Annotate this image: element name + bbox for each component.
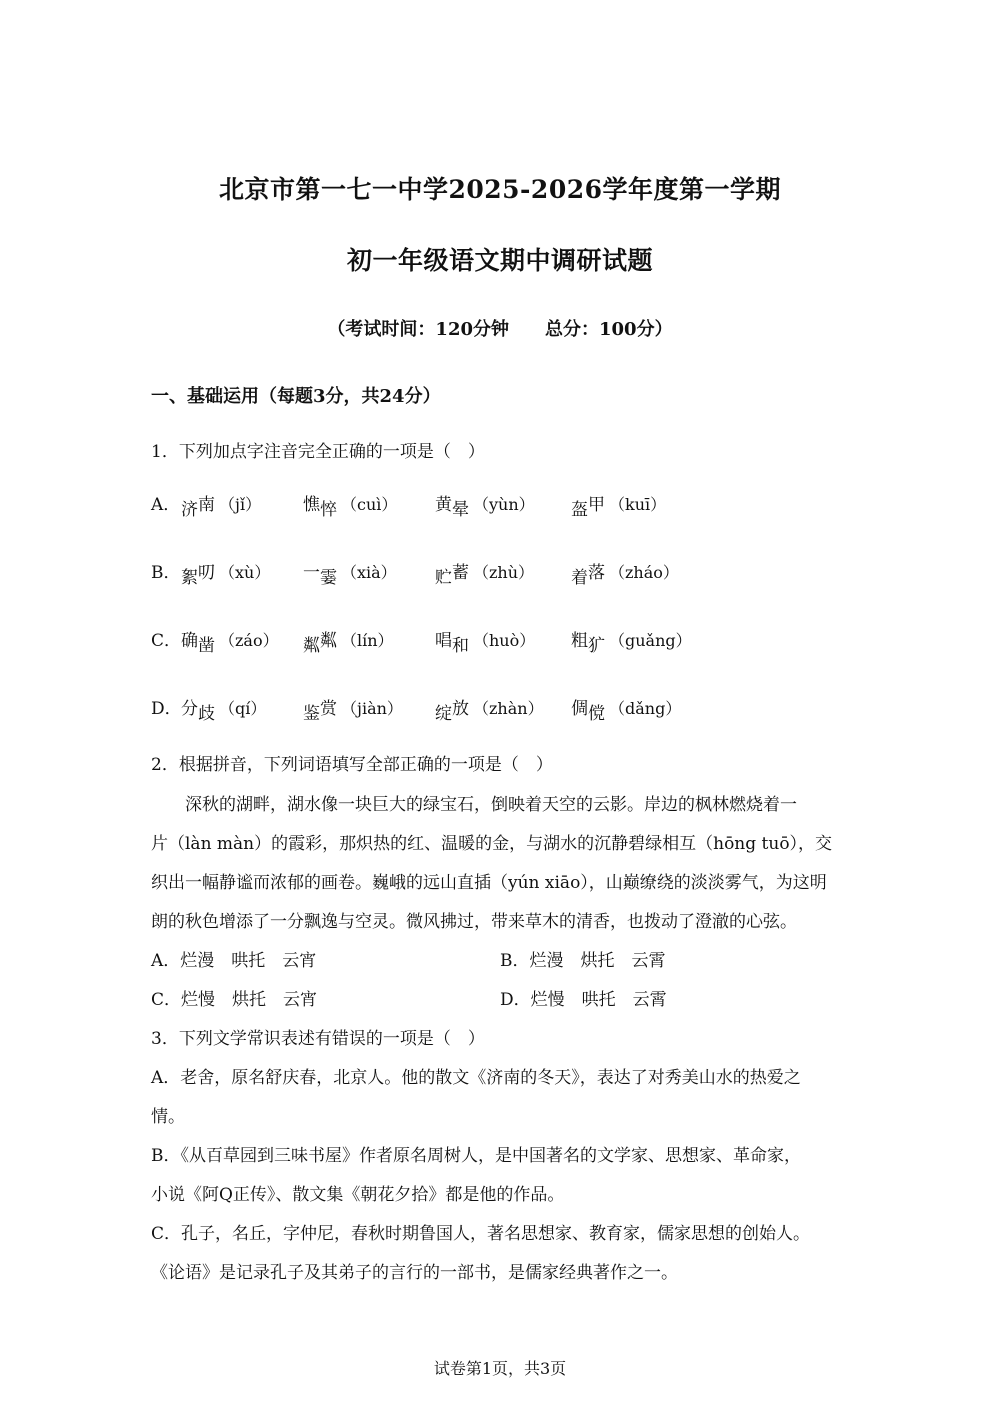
passage-line: 片（làn màn）的霞彩，那炽热的红、温暖的金，与湖水的沉静碧绿相互（hōng tuō），交 (151, 834, 833, 854)
question-3-line: 《论语》是记录孔子及其弟子的言行的一部书，是儒家经典著作之一。 (151, 1263, 678, 1283)
pinyin-item (571, 558, 679, 588)
question-3-line: 小说《阿Q正传》、散文集《朝花夕拾》都是他的作品。 (151, 1185, 565, 1205)
pinyin-item (181, 490, 262, 520)
pinyin-item (435, 490, 535, 520)
pinyin-annotation: （dǎng） (609, 699, 682, 718)
word-char: 确 (181, 631, 198, 651)
option-letter: C． (151, 631, 182, 651)
option-letter: B． (151, 563, 181, 583)
pinyin-annotation: （zhù） (473, 563, 535, 582)
dotted-char: 济 (181, 500, 198, 520)
exam-time: （考试时间：120分钟 (327, 319, 509, 340)
word-char: 粼 (320, 631, 337, 651)
dotted-char: 粼 (303, 636, 320, 656)
dotted-char: 凿 (198, 636, 215, 656)
question-3-stem: 3．下列文学常识表述有错误的一项是（ ） (151, 1029, 485, 1049)
dotted-char: 鉴 (303, 704, 320, 724)
passage-line: 织出一幅静谧而浓郁的画卷。巍峨的远山直插（yún xiāo），山巅缭绕的淡淡雾气，为这明 (151, 873, 827, 893)
pinyin-annotation: （lín） (341, 631, 394, 650)
question-2-option-a: A．烂漫 哄托 云宵 (151, 951, 317, 971)
dotted-char: 绽 (435, 704, 452, 724)
word-char: 倜 (571, 699, 588, 719)
pinyin-item (303, 490, 398, 520)
dotted-char: 犷 (588, 636, 605, 656)
pinyin-annotation: （jǐ） (219, 495, 262, 514)
pinyin-annotation: （záo） (219, 631, 279, 650)
question-1-option-row (151, 626, 851, 656)
pinyin-annotation: （xià） (341, 563, 397, 582)
pinyin-annotation: （kuī） (609, 495, 667, 514)
pinyin-annotation: （zháo） (609, 563, 679, 582)
exam-info (0, 315, 1000, 341)
page-footer: 试卷第1页，共3页 (433, 1359, 567, 1378)
pinyin-item (435, 626, 536, 656)
question-2-option-c: C．烂慢 烘托 云宵 (151, 990, 318, 1010)
dotted-char: 絮 (181, 568, 198, 588)
passage-line: 朗的秋色增添了一分飘逸与空灵。微风拂过，带来草木的清香，也拨动了澄澈的心弦。 (151, 912, 797, 932)
question-3-line: A．老舍，原名舒庆春，北京人。他的散文《济南的冬天》，表达了对秀美山水的热爱之 (151, 1068, 801, 1088)
word-char: 憔 (303, 495, 320, 515)
question-1-option-row (151, 558, 851, 588)
word-char: 落 (588, 563, 605, 583)
question-2-option-d: D．烂慢 哄托 云霄 (500, 990, 667, 1010)
dotted-char: 着 (571, 568, 588, 588)
passage-line: 深秋的湖畔，湖水像一块巨大的绿宝石，倒映着天空的云影。岸边的枫林燃烧着一 (151, 795, 797, 815)
dotted-char: 和 (452, 636, 469, 656)
word-char: 黄 (435, 495, 452, 515)
word-char: 甲 (588, 495, 605, 515)
dotted-char: 晕 (452, 500, 469, 520)
dotted-char: 歧 (198, 704, 215, 724)
pinyin-item (571, 490, 667, 520)
word-char: 分 (181, 699, 198, 719)
pinyin-item (303, 694, 403, 724)
pinyin-item (435, 558, 535, 588)
question-1-stem: 1．下列加点字注音完全正确的一项是（ ） (151, 442, 485, 462)
exam-title-line2: 初一年级语文期中调研试题 (346, 246, 653, 275)
pinyin-annotation: （huò） (473, 631, 536, 650)
pinyin-item (303, 558, 397, 588)
word-char: 叨 (198, 563, 215, 583)
total-score: 总分：100分） (545, 319, 673, 340)
pinyin-item (181, 558, 271, 588)
dotted-char: 霎 (320, 568, 337, 588)
dotted-char: 傥 (588, 704, 605, 724)
question-3-line: C．孔子，名丘，字仲尼，春秋时期鲁国人，著名思想家、教育家，儒家思想的创始人。 (151, 1224, 811, 1244)
word-char: 粗 (571, 631, 588, 651)
word-char: 蓄 (452, 563, 469, 583)
pinyin-annotation: （zhàn） (473, 699, 544, 718)
pinyin-item (571, 626, 692, 656)
section-heading: 一、基础运用（每题3分，共24分） (151, 386, 441, 407)
word-char: 放 (452, 699, 469, 719)
question-1-option-row (151, 694, 851, 724)
pinyin-item (303, 626, 394, 656)
word-char: 赏 (320, 699, 337, 719)
word-char: 南 (198, 495, 215, 515)
question-3-line: B．《从百草园到三味书屋》作者原名周树人，是中国著名的文学家、思想家、革命家， (151, 1146, 801, 1166)
option-letter: A． (151, 495, 181, 515)
word-char: 唱 (435, 631, 452, 651)
pinyin-item (435, 694, 544, 724)
question-3-line: 情。 (151, 1107, 185, 1127)
pinyin-annotation: （xù） (219, 563, 271, 582)
pinyin-item (571, 694, 682, 724)
pinyin-annotation: （qí） (219, 699, 267, 718)
pinyin-annotation: （jiàn） (341, 699, 403, 718)
exam-title-line1: 北京市第一七一中学2025-2026学年度第一学期 (218, 175, 782, 204)
pinyin-annotation: （cuì） (341, 495, 398, 514)
dotted-char: 悴 (320, 500, 337, 520)
option-letter: D． (151, 699, 182, 719)
dotted-char: 盔 (571, 500, 588, 520)
question-2-option-b: B．烂漫 烘托 云霄 (500, 951, 666, 971)
question-1-option-row (151, 490, 851, 520)
dotted-char: 贮 (435, 568, 452, 588)
pinyin-item (181, 626, 279, 656)
pinyin-annotation: （yùn） (473, 495, 535, 514)
pinyin-annotation: （guǎng） (609, 631, 692, 650)
pinyin-item (181, 694, 267, 724)
question-2-stem: 2．根据拼音，下列词语填写全部正确的一项是（ ） (151, 755, 553, 775)
word-char: 一 (303, 563, 320, 583)
